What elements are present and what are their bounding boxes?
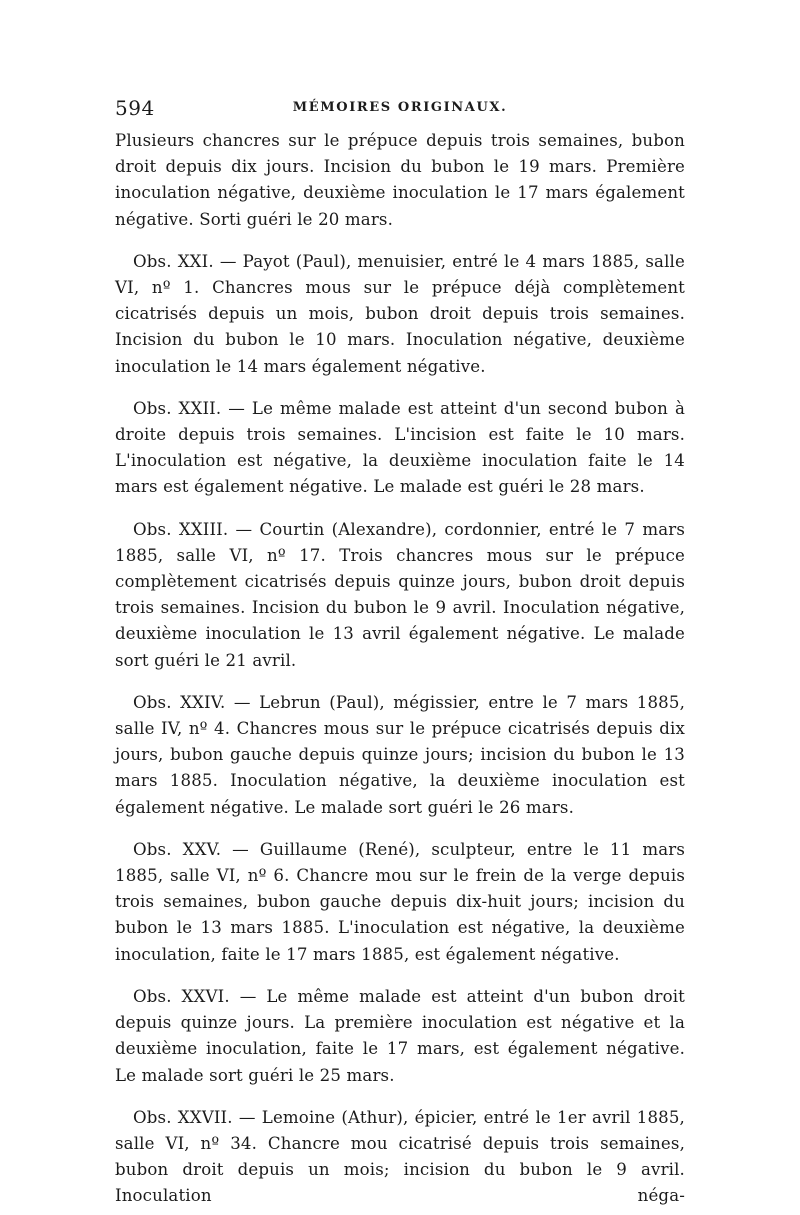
page-number: 594 xyxy=(115,96,155,120)
observation-21: Obs. XXI. — Payot (Paul), menuisier, entré le 4 mars 1885, salle VI, nº 1. Chancres mous sur le prépuce déjà complètement cicatrisés depuis un mois, bubon droit depuis trois semaines. Incision du bubon le 10 mars. Inoculation négative, deuxième inoculation le 14 mars également négative. xyxy=(115,251,685,376)
paragraph-continuation: Plusieurs chancres sur le prépuce depuis trois semaines, bubon droit depuis dix jours. Incision du bubon le 19 mars. Première inoculation négative, deuxième inoculation le 17 mars également négative. Sorti guéri le 20 mars. xyxy=(115,131,685,229)
observation-25: Obs. XXV. — Guillaume (René), sculpteur, entre le 11 mars 1885, salle VI, nº 6. Chancre mou sur le frein de la verge depuis trois semaines, bubon gauche depuis dix-huit jours; incision du bubon le 13 mars 1885. L'inoculation est négative, la deuxième inoculation, faite le 17 mars 1885, est également négative. xyxy=(115,839,685,964)
observation-27: Obs. XXVII. — Lemoine (Athur), épicier, entré le 1er avril 1885, salle VI, nº 34. Chancre mou cicatrisé depuis trois semaines, bubon droit depuis un mois; incision du bubon le 9 avril. Inoculation néga- xyxy=(115,1107,685,1206)
running-head xyxy=(115,96,685,122)
observation-24: Obs. XXIV. — Lebrun (Paul), mégissier, entre le 7 mars 1885, salle IV, nº 4. Chancres mous sur le prépuce cicatrisés depuis dix jours, bubon gauche depuis quinze jours; incision du bubon le 13 mars 1885. Inoculation négative, la deuxième inoculation est également négative. Le malade sort guéri le 26 mars. xyxy=(115,692,685,817)
body-text xyxy=(115,128,685,1210)
running-title: MÉMOIRES ORIGINAUX. xyxy=(292,100,508,115)
observation-23: Obs. XXIII. — Courtin (Alexandre), cordonnier, entré le 7 mars 1885, salle VI, nº 17. Trois chancres mous sur le prépuce complètement cicatrisés depuis quinze jours, bubon droit depuis trois semaines. Incision du bubon le 9 avril. Inoculation négative, deuxième inoculation le 13 avril également négative. Le malade sort guéri le 21 avril. xyxy=(115,519,685,670)
observation-22: Obs. XXII. — Le même malade est atteint d'un second bubon à droite depuis trois semaines. L'incision est faite le 10 mars. L'inoculation est négative, la deuxième inoculation faite le 14 mars est également négative. Le malade est guéri le 28 mars. xyxy=(115,398,685,497)
observation-26: Obs. XXVI. — Le même malade est atteint d'un bubon droit depuis quinze jours. La première inoculation est négative et la deuxième inoculation, faite le 17 mars, est également négative. Le malade sort guéri le 25 mars. xyxy=(115,986,685,1085)
